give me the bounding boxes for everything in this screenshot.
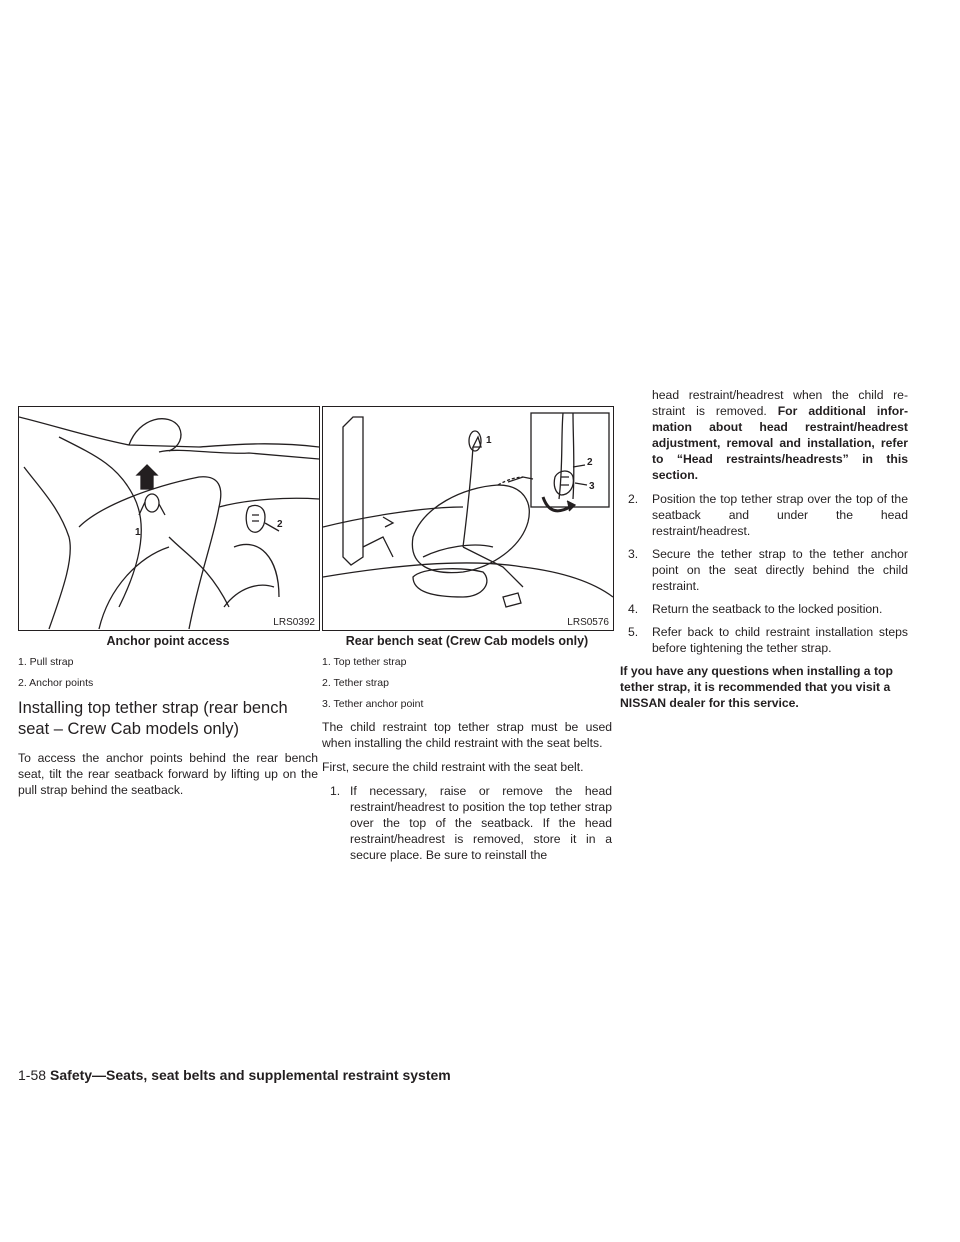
column-middle xyxy=(322,406,612,870)
body-paragraph: The child restraint top tether strap must be used when installing the child restraint with the seat belts. xyxy=(322,720,612,750)
body-paragraph: First, secure the child restraint with the seat belt. xyxy=(322,760,584,774)
column-right xyxy=(620,387,908,719)
intro-paragraph: To access the anchor points behind the rear bench seat, tilt the rear seatback forward by lifting up on the pull strap behind the seatback. xyxy=(18,751,318,797)
page-number: 1-58 xyxy=(18,1067,47,1083)
step-number: 3. xyxy=(628,547,639,561)
rear-bench-illustration xyxy=(323,407,613,630)
step-text: Secure the tether strap to the tether anchor point on the seat directly behind the child restraint. xyxy=(652,547,908,593)
closing-note-text: If you have any questions when installing a top tether strap, it is recommended that you visit a NISSAN dealer for this service. xyxy=(620,664,893,710)
section-title: Safety—Seats, seat belts and supplemental restraint system xyxy=(50,1067,451,1083)
callout-2: 2 xyxy=(587,457,593,468)
step-item xyxy=(620,601,908,617)
callout-1: 1 xyxy=(486,435,492,446)
legend-item: 1. Top tether strap xyxy=(322,656,407,668)
step-text: Position the top tether strap over the top of the seatback and under the head restraint/headrest. xyxy=(652,492,908,538)
step-text: Return the seatback to the locked position. xyxy=(652,602,883,616)
step-number: 4. xyxy=(628,602,639,616)
figure-caption: Rear bench seat (Crew Cab models only) xyxy=(345,634,589,648)
step-number: 1. xyxy=(330,784,341,798)
step-number: 5. xyxy=(628,625,639,639)
figure-anchor-point-access xyxy=(18,406,320,631)
step-item xyxy=(620,546,908,594)
step-item xyxy=(620,624,908,656)
step-item xyxy=(620,491,908,539)
step-note-bold: For additional infor-mation about head restraint/headrest adjustment, removal and installation, refer to “Head restraints/headrests” in this section. xyxy=(652,404,909,482)
step-item xyxy=(322,783,612,863)
step-text: Refer back to child restraint installation steps before tightening the tether strap. xyxy=(652,625,908,655)
figure-code: LRS0576 xyxy=(567,617,609,628)
step-continuation xyxy=(620,387,908,483)
legend-item: 3. Tether anchor point xyxy=(322,698,424,710)
callout-3: 3 xyxy=(589,481,595,492)
figure-legend xyxy=(18,656,318,689)
step-number: 2. xyxy=(628,492,639,506)
callout-1: 1 xyxy=(135,527,141,538)
figure-legend xyxy=(322,656,612,710)
step-text: head restraint/headrest when the child re-straint is removed. xyxy=(652,388,908,418)
steps-list xyxy=(322,783,612,863)
column-left xyxy=(18,406,318,806)
legend-item: 1. Pull strap xyxy=(18,656,74,668)
page-footer xyxy=(18,1067,451,1083)
anchor-point-illustration xyxy=(19,407,319,630)
figure-rear-bench-seat xyxy=(322,406,614,631)
figure-code: LRS0392 xyxy=(273,617,315,628)
legend-item: 2. Anchor points xyxy=(18,677,94,689)
steps-list xyxy=(620,491,908,656)
figure-caption: Anchor point access xyxy=(106,634,230,648)
step-text: If necessary, raise or remove the head restraint/headrest to position the top tether strap over the top of the seatback. If the head restraint/headrest is removed, store it in a secure place. Be sure to reinstall the xyxy=(350,784,612,862)
section-heading: Installing top tether strap (rear bench seat – Crew Cab models only) xyxy=(18,699,288,738)
legend-item: 2. Tether strap xyxy=(322,677,389,689)
callout-2: 2 xyxy=(277,519,283,530)
closing-note xyxy=(620,663,908,711)
